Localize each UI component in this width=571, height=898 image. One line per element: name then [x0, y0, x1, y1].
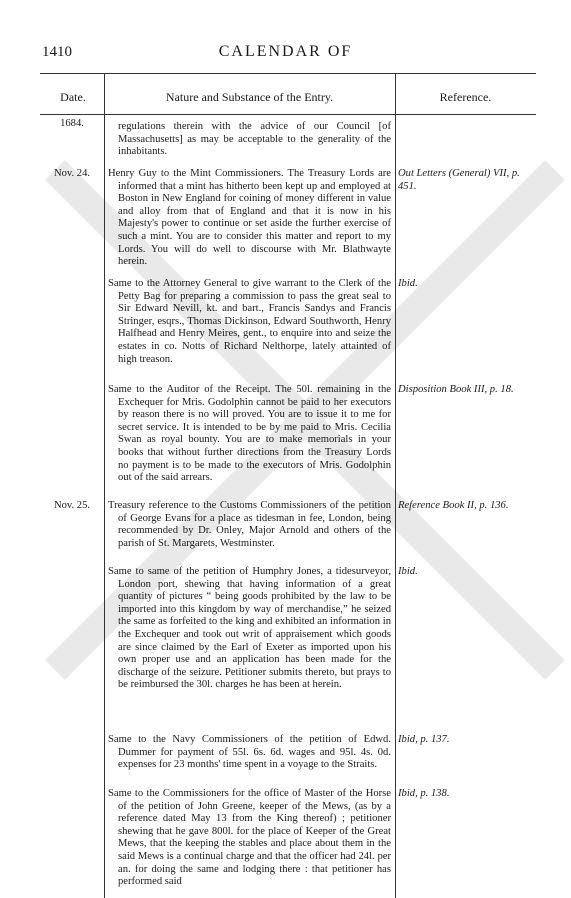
entry-date: Nov. 25. — [53, 500, 91, 511]
entry-text: Same to the Commissioners for the office of Master of the Horse of the petition of John Greene, keeper of the Mews, (as by a reference dated May 13 from the King thereof) ; petitioner shewing that he gave 800l. for the place of Keeper of the Great Mews, that the keeping the stables and place about them in the said Mews is a continual charge and that the officer had 24l. per an. for doing the same and lodging there : that petitioner has performed said — [108, 788, 391, 888]
entry-reference: Ibid. — [398, 566, 418, 577]
header-nature: Nature and Substance of the Entry. — [165, 90, 334, 104]
entry-text: regulations therein with the advice of our Council [of Massachusetts] as may be acceptable to the generality of the inhabitants. — [118, 121, 391, 158]
entry-reference: Ibid. — [398, 278, 418, 289]
entry-text: Same to the Navy Commissioners of the petition of Edwd. Dummer for payment of 55l. 6s. 6d. wages and 95l. 4s. 0d. expenses for 23 months' time spent in a voyage to the Straits. — [108, 734, 391, 771]
entry-reference: Out Letters (General) VII, p. 451. — [398, 168, 520, 192]
entry-text: Same to same of the petition of Humphry Jones, a tidesurveyor, London port, shewing that having information of a great quantity of pictures “ being goods prohibited by the law to be imported into this kingdom by way of merchandise,” he seized the same as forfeited to the king and exhibited an information in the Exchequer and took out writ of appraisement which goods are since claimed by the Earl of Exeter as imported upon his own proper use and an application has been made for the discharge of the seizure. Petitioner submits thereto, but prays to be reimbursed the 30l. charges he has been at herein. — [108, 566, 391, 691]
entry-date: Nov. 24. — [53, 168, 91, 179]
page-number: 1410 — [42, 44, 72, 60]
table-top-rule — [40, 73, 536, 74]
entry-reference: Ibid, p. 138. — [398, 788, 450, 799]
entry-text: Same to the Attorney General to give warrant to the Clerk of the Petty Bag for preparing a commission to pass the great seal to Sir Edward Nevill, kt. and bart., Francis Sandys and Francis Stringer, esqrs., Thomas Dickinson, Edward Southworth, Henry Halfhead and Henry Meires, gent., to enquire into and seize the estates in co. Notts of Richard Nelthorpe, lately attainted of high treason. — [108, 278, 391, 365]
running-title: CALENDAR OF — [218, 43, 353, 60]
entry-reference: Ibid, p. 137. — [398, 734, 450, 745]
entry-text: Henry Guy to the Mint Commissioners. The Treasury Lords are informed that a mint has hitherto been kept up and employed at Boston in New England for coining of money different in value and alloy from that of England and that it is now in his Majesty's power to continue or set aside the further exercise of such a mint. You are to consider this matter and report to my Lords. You will do well to discourse with Mr. Blathwayte herein. — [108, 168, 391, 268]
entry-text: Treasury reference to the Customs Commissioners of the petition of George Evans for a place as tidesman in fee, London, being recommended by Dr. Onley, Major Arnold and others of the parish of St. Margarets, Westminster. — [108, 500, 391, 549]
entry-date: 1684. — [60, 118, 84, 129]
entry-reference: Disposition Book III, p. 18. — [398, 384, 514, 395]
entry-text: Same to the Auditor of the Receipt. The 50l. remaining in the Exchequer for Mris. Godolphin cannot be paid to her executors by reason there is no will proved. You are to issue it to me for secret service. It is intended to be by me paid to Mris. Cecilia Swan as royal bounty. You are to make memorials in your books that without further directions from the Treasury Lords no payment is to be made to the executors of Mris. Godolphin out of the said arrears. — [108, 384, 391, 484]
column-divider-ref — [395, 73, 396, 898]
table-header-rule — [40, 114, 536, 115]
entry-reference: Reference Book II, p. 136. — [398, 500, 509, 511]
header-date: Date. — [60, 90, 86, 104]
header-reference: Reference. — [439, 90, 492, 104]
column-divider-date — [104, 73, 105, 898]
